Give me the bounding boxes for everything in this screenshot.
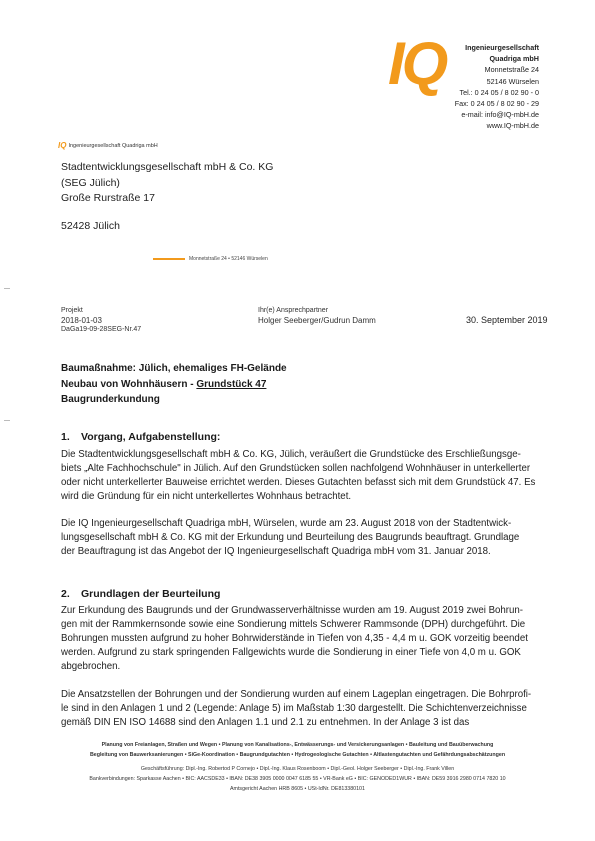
punch-mark: [4, 420, 10, 421]
recipient-address: [61, 160, 273, 234]
company-email: e-mail: info@IQ-mbH.de: [461, 110, 539, 120]
company-name-2: Quadriga mbH: [489, 54, 539, 64]
section-1-paragraph-1: [61, 448, 542, 504]
section-2-paragraph-2: [61, 688, 542, 730]
contact-label: Ihr(e) Ansprechpartner: [258, 307, 329, 314]
project-label: Projekt: [61, 307, 83, 314]
subject-line-3: Baugrunderkundung: [61, 394, 160, 405]
section-1-title: Vorgang, Aufgabenstellung:: [81, 431, 221, 443]
text-line: oder nicht unterkellerter Bauweise errichtet werden. Dieses Gutachten befasst sich mit dem Grundstück 47. Es: [61, 477, 536, 489]
text-line: werden. Aufgrund zu stark springenden Fallgewichts wurde die Sondierung in einer Tiefe von 4,0 m u. GOK: [61, 647, 521, 659]
fold-mark: [4, 288, 10, 289]
text-line: wird die Gründung für ein nicht unterkellertes Wohnhaus betrachtet.: [61, 491, 352, 503]
section-2-heading: [61, 588, 220, 600]
letter-date: 30. September 2019: [466, 315, 548, 325]
recipient-line-1: Stadtentwicklungsgesellschaft mbH & Co. KG: [61, 161, 274, 173]
section-2-number: 2.: [61, 588, 70, 600]
text-line: gemäß DIN EN ISO 14688 sind den Anlagen 1.1 und 2.1 zu entnehmen. In der Anlage 3 ist das: [61, 717, 470, 729]
project-value: 2018-01-03: [61, 315, 102, 325]
contact-value: Holger Seeberger/Gudrun Damm: [258, 315, 376, 325]
return-address: [153, 256, 268, 262]
company-city: 52146 Würselen: [486, 76, 539, 86]
footer-bank: Bankverbindungen: Sparkasse Aachen • BIC: AACSDE33 • IBAN: DE38 3905 0000 0047 6185 55 • VR-Bank eG • BIC: GENODED1WUR • IBAN: DE59 3916 2980 0714 7820 10: [89, 776, 506, 782]
text-line: Bohrungen mussten aufgrund zu hoher Bohrwiderstände in Tiefen von 4,35 - 4,4 m u. GOK vorzeitig beendet: [61, 633, 528, 645]
sender-line-text: Ingenieurgesellschaft Quadriga mbH: [68, 142, 158, 149]
project-reference: [61, 306, 141, 335]
footer-services-1: Planung von Freianlagen, Straßen und Wegen • Planung von Kanalisations-, Entwässerungs- und Versickerungsanlagen • Bauleitung und Bauüberwachung: [101, 742, 494, 748]
text-line: Die Ansatzstellen der Bohrungen und der Sondierung wurden auf einem Lageplan eingetragen. Die Bohrprofi-: [61, 689, 532, 700]
text-line: der Beauftragung ist das Angebot der IQ Ingenieurgesellschaft Quadriga mbH vom 31. Januar 2018.: [61, 546, 491, 558]
company-logo: IQ: [388, 30, 446, 97]
footer-management: Geschäftsführung: Dipl.-Ing. Robertod P Cornejo • Dipl.-Ing. Klaus Rosenboom • Dipl.-Geol. Holger Seeberger • Dipl.-Ing. Frank Villen: [140, 766, 455, 772]
text-line: abgebrochen.: [61, 661, 121, 673]
company-fax: Fax: 0 24 05 / 8 02 90 - 29: [454, 99, 539, 109]
section-2-paragraph-1: [61, 604, 542, 674]
section-1-paragraph-2: [61, 517, 542, 559]
company-name: Ingenieurgesellschaft: [465, 43, 539, 52]
subject: [61, 361, 287, 408]
project-sub: DaGa19-09-28SEG-Nr.47: [61, 326, 142, 333]
section-1-heading: [61, 431, 220, 443]
mini-logo: IQ: [58, 141, 67, 150]
footer-register: Amtsgericht Aachen HRB 8605 • USt-IdNr. DE813380101: [230, 786, 365, 792]
accent-bar: [153, 258, 185, 260]
text-line: Zur Erkundung des Baugrunds und der Grundwasserverhältnisse wurden am 19. August 2019 zwei Bohrun-: [61, 605, 524, 616]
footer-services-2: Begleitung von Bauwerksanierungen • SiGe-Koordination • Baugrundgutachten • Hydrogeologische Gutachten • Altlastengutachten und Gefährdungsabschätzungen: [89, 752, 506, 758]
return-address-text: Monnetstraße 24 • 52146 Würselen: [189, 256, 268, 262]
company-street: Monnetstraße 24: [484, 65, 539, 75]
text-line: gen mit der Rammkernsonde sowie eine Sondierung mittels Schwerer Rammsonde (DPH) durchgeführt. Die: [61, 619, 526, 631]
text-line: biets „Alte Fachhochschule" in Jülich. Auf den Grundstücken sollen nachfolgend Wohnhäuser in unterkellerter: [61, 463, 531, 475]
subject-line-2: Neubau von Wohnhäusern - Grundstück 47: [61, 378, 267, 390]
sender-line: [58, 141, 158, 150]
recipient-zipcity: 52428 Jülich: [61, 219, 120, 232]
section-1-number: 1.: [61, 431, 70, 443]
text-line: lungsgesellschaft mbH & Co. KG mit der Erkundung und Beurteilung des Baugrunds beauftragt. Grundlage: [61, 532, 520, 544]
text-line: Die IQ Ingenieurgesellschaft Quadriga mbH, Würselen, wurde am 23. August 2018 von der Stadtentwick-: [61, 518, 512, 529]
subject-lot: Grundstück 47: [196, 378, 267, 390]
section-2-title: Grundlagen der Beurteilung: [81, 588, 221, 600]
text-line: le sind in den Anlagen 1 und 2 (Legende: Anlage 5) im Maßstab 1:30 dargestellt. Die Schichtenverzeichnisse: [61, 703, 527, 715]
recipient-line-3: Große Rurstraße 17: [61, 192, 155, 204]
text-line: Die Stadtentwicklungsgesellschaft mbH & Co. KG, Jülich, veräußert die Grundstücke des Erschließungsge-: [61, 449, 521, 460]
subject-line-1: Baumaßnahme: Jülich, ehemaliges FH-Gelände: [61, 363, 287, 374]
company-tel: Tel.: 0 24 05 / 8 02 90 - 0: [459, 87, 539, 97]
recipient-line-2: (SEG Jülich): [61, 176, 120, 189]
company-web: www.IQ-mbH.de: [486, 121, 539, 131]
company-info: [455, 42, 539, 132]
contact-reference: [258, 306, 376, 325]
